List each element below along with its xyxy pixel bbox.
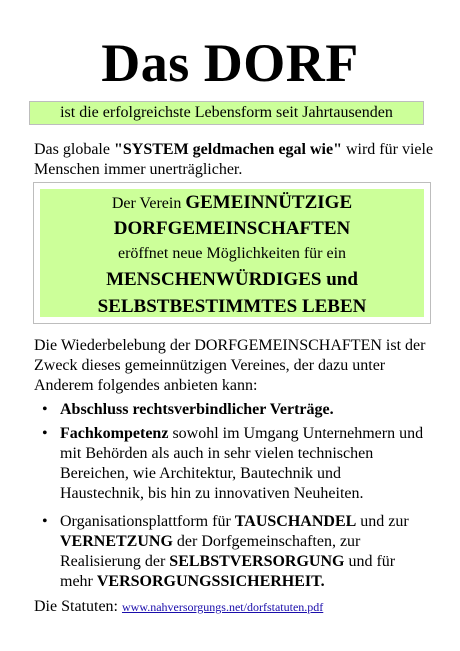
bullet-icon: • — [42, 401, 48, 418]
statuten-link[interactable]: www.nahversorgungs.net/dorfstatuten.pdf — [121, 600, 324, 614]
bullet-3-text-3: der Dorfgemeinschaften, zur Realisierung der — [60, 533, 361, 570]
bullet-3-text-2: und zur — [356, 513, 409, 530]
subtitle-banner — [29, 101, 424, 125]
bullet-3-text-4: und für mehr — [60, 553, 396, 590]
verein-line-1 — [40, 191, 424, 216]
verein-line-1-text: Der Verein — [111, 195, 186, 212]
verein-line-3: eröffnet neue Möglichkeiten für ein — [117, 245, 347, 262]
bullet-2-text: sowohl im Umgang Unternehmern und mit Behörden als auch in sehr vielen technischen Bereichen, wie Architektur, Bautechnik und Haustechnik, bis hin zu innovativen Neuheiten. — [60, 425, 424, 502]
intro-paragraph — [34, 140, 434, 180]
verein-line-1-bold: GEMEINNÜTZIGE — [185, 192, 353, 213]
statuten-line — [34, 597, 444, 617]
bullet-3-bold-1: TAUSCHANDEL — [234, 513, 357, 530]
intro-text-bold: "SYSTEM geldmachen egal wie" — [113, 141, 342, 158]
intro-text-pre: Das globale — [34, 141, 114, 158]
subtitle-text: ist die erfolgreichste Lebensform seit Jahrtausenden — [60, 104, 393, 121]
bullet-3-text-1: Organisationsplattform für — [60, 513, 235, 530]
bullet-3-bold-2: VERNETZUNG — [60, 533, 173, 550]
bullet-1-bold: Abschluss rechtsverbindlicher Verträge. — [60, 401, 334, 418]
intro-text-post: wird für viele Menschen immer unerträglicher. — [34, 141, 434, 178]
verein-line-2: DORFGEMEINSCHAFTEN — [113, 218, 351, 239]
verein-highlight-box — [33, 182, 431, 324]
list-item — [34, 424, 424, 504]
list-item — [34, 400, 424, 420]
bullet-2-bold: Fachkompetenz — [60, 425, 169, 442]
purpose-paragraph: Die Wiederbelebung der DORFGEMEINSCHAFTEN ist der Zweck dieses gemeinnützigen Vereines, der dazu unter Anderem folgendes anbieten kann: — [34, 337, 426, 394]
verein-line-5: SELBSTBESTIMMTES LEBEN — [97, 296, 367, 317]
bullet-3-bold-3: SELBSTVERSORGUNG — [169, 553, 345, 570]
offer-list — [34, 400, 424, 596]
bullet-3-bold-4: VERSORGUNGSSICHERHEIT. — [96, 573, 325, 590]
bullet-icon: • — [42, 513, 48, 530]
statuten-label: Die Statuten: — [34, 598, 122, 615]
page-title: Das DORF — [101, 33, 359, 93]
list-item — [34, 512, 424, 592]
bullet-icon: • — [42, 425, 48, 442]
verein-highlight-inner — [40, 189, 424, 317]
verein-line-4: MENSCHENWÜRDIGES und — [106, 269, 358, 290]
